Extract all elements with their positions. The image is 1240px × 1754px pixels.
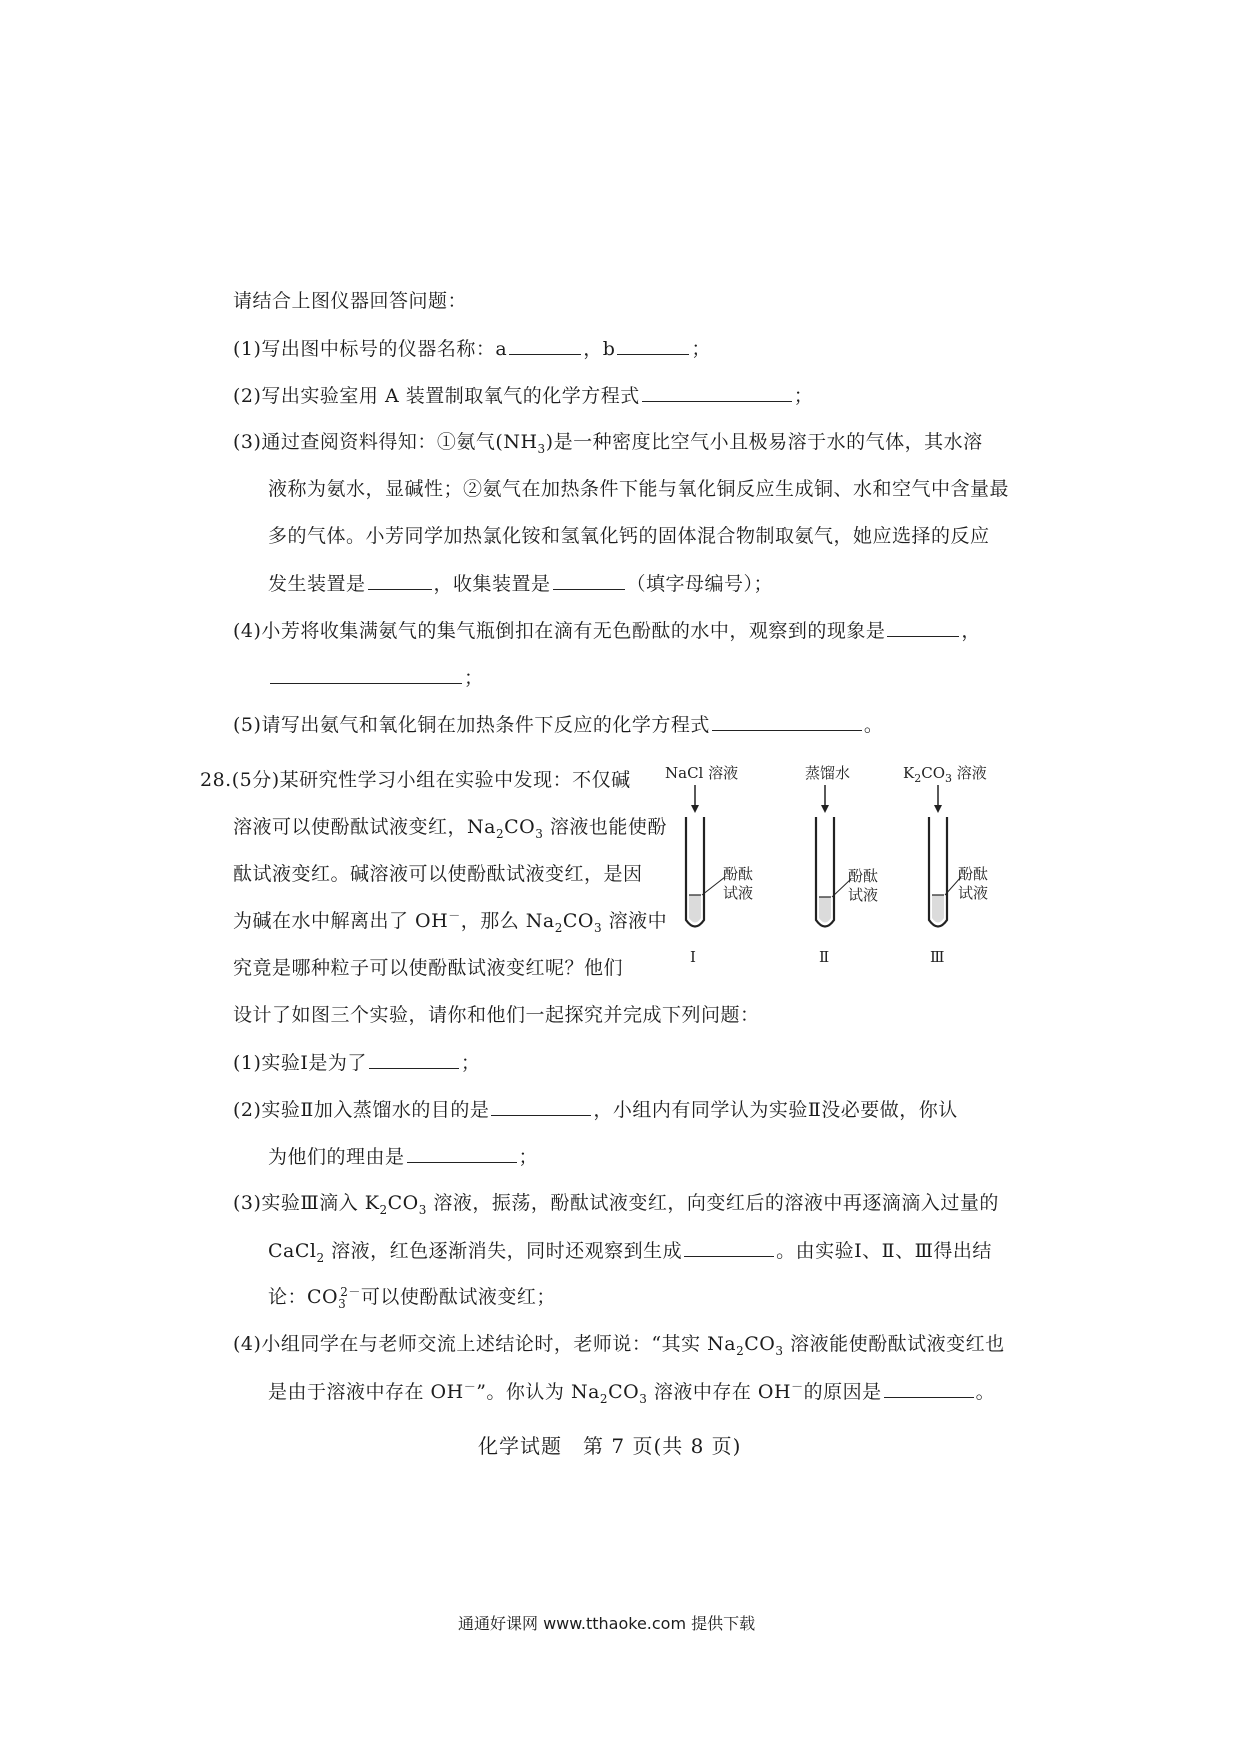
q27-part4-end: ， — [961, 620, 981, 642]
subscript: 3 — [639, 1391, 648, 1406]
arrow-down-icon — [691, 805, 699, 813]
q28-part4-text-e: ”。你认为 Na — [476, 1381, 600, 1403]
q28-part1-end: ； — [460, 1052, 481, 1074]
tube1-side-label-1: 酚酞 — [723, 865, 754, 883]
q27-part3-line3: 多的气体。小芳同学加热氯化铵和氢氧化钙的固体混合物制取氨气，她应选择的反应 — [268, 525, 990, 547]
q28-part2-text-c: 为他们的理由是 — [268, 1146, 405, 1168]
q28-part3-line3 — [268, 1285, 556, 1309]
q28-line4-c: CO — [562, 910, 594, 932]
tube-3-liquid — [932, 895, 944, 923]
q28-line2-a: 溶液可以使酚酞试液变红，Na — [233, 816, 496, 838]
q28-part2-line2 — [268, 1144, 538, 1169]
tube-1-liquid — [689, 895, 701, 923]
subscript: 3 — [945, 772, 952, 785]
answer-blank-generator[interactable] — [368, 571, 432, 590]
q28-part2-end: ； — [518, 1146, 539, 1168]
q28-line4-b: ，那么 Na — [460, 910, 555, 932]
tube-1-pointer — [702, 877, 725, 895]
answer-blank-exp2-purpose[interactable] — [491, 1097, 591, 1116]
subscript: 3 — [537, 441, 546, 456]
tube3-top-label — [903, 764, 987, 785]
answer-blank-exp1[interactable] — [369, 1050, 459, 1069]
q28-part3-text-d: CaCl — [268, 1240, 317, 1262]
roman-1: Ⅰ — [690, 948, 696, 966]
subscript: 2 — [554, 920, 563, 935]
q28-part3-text-c: 溶液，振荡，酚酞试液变红，向变红后的溶液中再逐滴滴入过量的 — [426, 1192, 999, 1214]
q28-part1-text: (1)实验Ⅰ是为了 — [233, 1052, 367, 1074]
q28-part4-text-h: 的原因是 — [803, 1381, 882, 1403]
test-tube-1 — [665, 764, 753, 966]
tube3-side-label-1: 酚酞 — [958, 865, 989, 883]
q27-part3-text-c: 发生装置是 — [268, 573, 366, 595]
intro-text: 请结合上图仪器回答问题： — [233, 290, 468, 312]
q28-part3-text-b: CO — [387, 1192, 419, 1214]
q27-part4-text: (4)小芳将收集满氨气的集气瓶倒扣在滴有无色酚酞的水中，观察到的现象是 — [233, 620, 886, 642]
subscript: 2 — [599, 1391, 609, 1406]
q27-part1-mid: ，b — [583, 338, 616, 360]
q28-part2-line1 — [233, 1097, 958, 1122]
superscript: － — [463, 1379, 477, 1394]
test-tubes-figure — [655, 755, 1015, 975]
q28-part3-text-h: 可以使酚酞试液变红； — [360, 1286, 556, 1308]
roman-3: Ⅲ — [930, 948, 945, 966]
download-site-text: 通通好课网 www.tthaoke.com 提供下载 — [458, 1614, 756, 1633]
subscript: 2 — [316, 1250, 325, 1265]
q28-line4-a: 为碱在水中解离出了 OH — [233, 910, 449, 932]
q28-line4 — [233, 909, 667, 933]
q27-part3-text-b: )是一种密度比空气小且极易溶于水的气体，其水溶 — [545, 431, 983, 453]
tube2-top-label: 蒸馏水 — [805, 764, 851, 782]
q28-part2-text-a: (2)实验Ⅱ加入蒸馏水的目的是 — [233, 1099, 490, 1121]
subscript: 3 — [418, 1202, 427, 1217]
q28-part4-text-g: 溶液中存在 OH — [647, 1381, 792, 1403]
tube2-side-label-2: 试液 — [848, 886, 879, 904]
q27-part2 — [233, 383, 813, 408]
tube1-side-label-2: 试液 — [723, 884, 754, 902]
q27-part3-line4 — [268, 571, 773, 596]
q28-part4-end: 。 — [975, 1381, 996, 1403]
q28-part4-line1 — [233, 1332, 1005, 1356]
answer-blank-equation-1[interactable] — [642, 383, 792, 402]
answer-blank-phenomenon-2[interactable] — [270, 665, 462, 684]
q27-part3-line2: 液称为氨水，显碱性；②氨气在加热条件下能与氧化铜反应生成铜、水和空气中含量最 — [268, 478, 1010, 500]
tube3-side-label-2: 试液 — [958, 884, 989, 902]
q27-part1-end: ； — [691, 338, 711, 360]
tube-2-liquid — [819, 897, 831, 923]
q27-part3-text-a: (3)通过查阅资料得知：①氨气(NH — [233, 431, 538, 453]
q28-part3-text-f: 。由实验Ⅰ、Ⅱ、Ⅲ得出结 — [776, 1240, 992, 1262]
subscript: 3 — [593, 920, 603, 935]
q28-line2-b: CO — [504, 816, 536, 838]
q27-part4-line1 — [233, 618, 981, 643]
q27-part1 — [233, 336, 711, 361]
answer-blank-b[interactable] — [617, 336, 689, 355]
superscript: － — [448, 908, 461, 923]
subscript: 2 — [914, 772, 922, 785]
answer-blank-precipitate[interactable] — [684, 1238, 774, 1257]
q28-part1 — [233, 1050, 480, 1075]
q27-part3-text-e: （填字母编号）； — [626, 573, 774, 595]
answer-blank-collector[interactable] — [553, 571, 625, 590]
tube3-label-co: CO — [921, 764, 945, 782]
q28-line3: 酞试液变红。碱溶液可以使酚酞试液变红，是因 — [233, 863, 643, 885]
subscript: 3 — [535, 826, 544, 841]
q28-part4-text-b: CO — [744, 1333, 776, 1355]
subscript: 3 — [338, 1296, 347, 1311]
q28-line4-d: 溶液中 — [602, 910, 668, 932]
q28-part4-text-f: CO — [608, 1381, 640, 1403]
answer-blank-phenomenon-1[interactable] — [887, 618, 959, 637]
answer-blank-equation-2[interactable] — [712, 712, 862, 731]
subscript: 3 — [775, 1343, 784, 1358]
answer-blank-a[interactable] — [509, 336, 581, 355]
q27-part5-end: 。 — [863, 714, 884, 736]
tube3-label-k: K — [903, 764, 915, 782]
q28-line1: 28.(5分)某研究性学习小组在实验中发现：不仅碱 — [200, 769, 631, 791]
q28-part3-line1 — [233, 1191, 999, 1215]
q27-part4-line2 — [268, 665, 484, 690]
q27-part2-end: ； — [793, 385, 814, 407]
superscript: 2－ — [340, 1284, 361, 1299]
q28-line2-c: 溶液也能使酚 — [543, 816, 667, 838]
arrow-down-icon — [821, 805, 829, 813]
tube3-label-rest: 溶液 — [952, 764, 987, 782]
q28-part3-text-a: (3)实验Ⅲ滴入 K — [233, 1192, 380, 1214]
answer-blank-exp2-reason[interactable] — [407, 1144, 517, 1163]
q28-line2 — [233, 815, 667, 839]
superscript: － — [791, 1379, 804, 1394]
q27-part3-line1 — [233, 430, 983, 454]
q28-part4-text-d: 是由于溶液中存在 OH — [268, 1381, 464, 1403]
page-footer-title: 化学试题 第 7 页(共 8 页) — [478, 1434, 742, 1458]
subscript: 2 — [379, 1202, 388, 1217]
q28-part4-line2 — [268, 1379, 995, 1404]
tube1-top-label: NaCl 溶液 — [665, 764, 739, 782]
q27-part5-text: (5)请写出氨气和氧化铜在加热条件下反应的化学方程式 — [233, 714, 710, 736]
q27-part3-text-d: ，收集装置是 — [433, 573, 551, 595]
arrow-down-icon — [934, 805, 942, 813]
test-tube-3 — [903, 764, 988, 966]
q28-line5: 究竟是哪种粒子可以使酚酞试液变红呢？他们 — [233, 957, 624, 979]
q28-part3-line2 — [268, 1238, 992, 1263]
q27-part1-prefix: (1)写出图中标号的仪器名称：a — [233, 338, 508, 360]
subscript: 2 — [736, 1343, 745, 1358]
q27-part2-text: (2)写出实验室用 A 装置制取氧气的化学方程式 — [233, 385, 640, 407]
q28-part3-text-g: 论：CO — [268, 1286, 339, 1308]
q28-part4-text-a: (4)小组同学在与老师交流上述结论时，老师说：“其实 Na — [233, 1333, 737, 1355]
q28-part3-text-e: 溶液，红色逐渐消失，同时还观察到生成 — [324, 1240, 683, 1262]
subscript: 2 — [495, 826, 505, 841]
q27-part5 — [233, 712, 883, 737]
q28-part4-text-c: 溶液能使酚酞试液变红也 — [783, 1333, 1005, 1355]
tube2-side-label-1: 酚酞 — [848, 867, 879, 885]
test-tube-2 — [805, 764, 878, 966]
q27-part4-line2-end: ； — [464, 667, 484, 689]
q28-part2-text-b: ，小组内有同学认为实验Ⅱ没必要做，你认 — [593, 1099, 958, 1121]
roman-2: Ⅱ — [819, 948, 830, 966]
q28-line6: 设计了如图三个实验，请你和他们一起探究并完成下列问题： — [233, 1004, 760, 1026]
answer-blank-oh-reason[interactable] — [884, 1379, 974, 1398]
